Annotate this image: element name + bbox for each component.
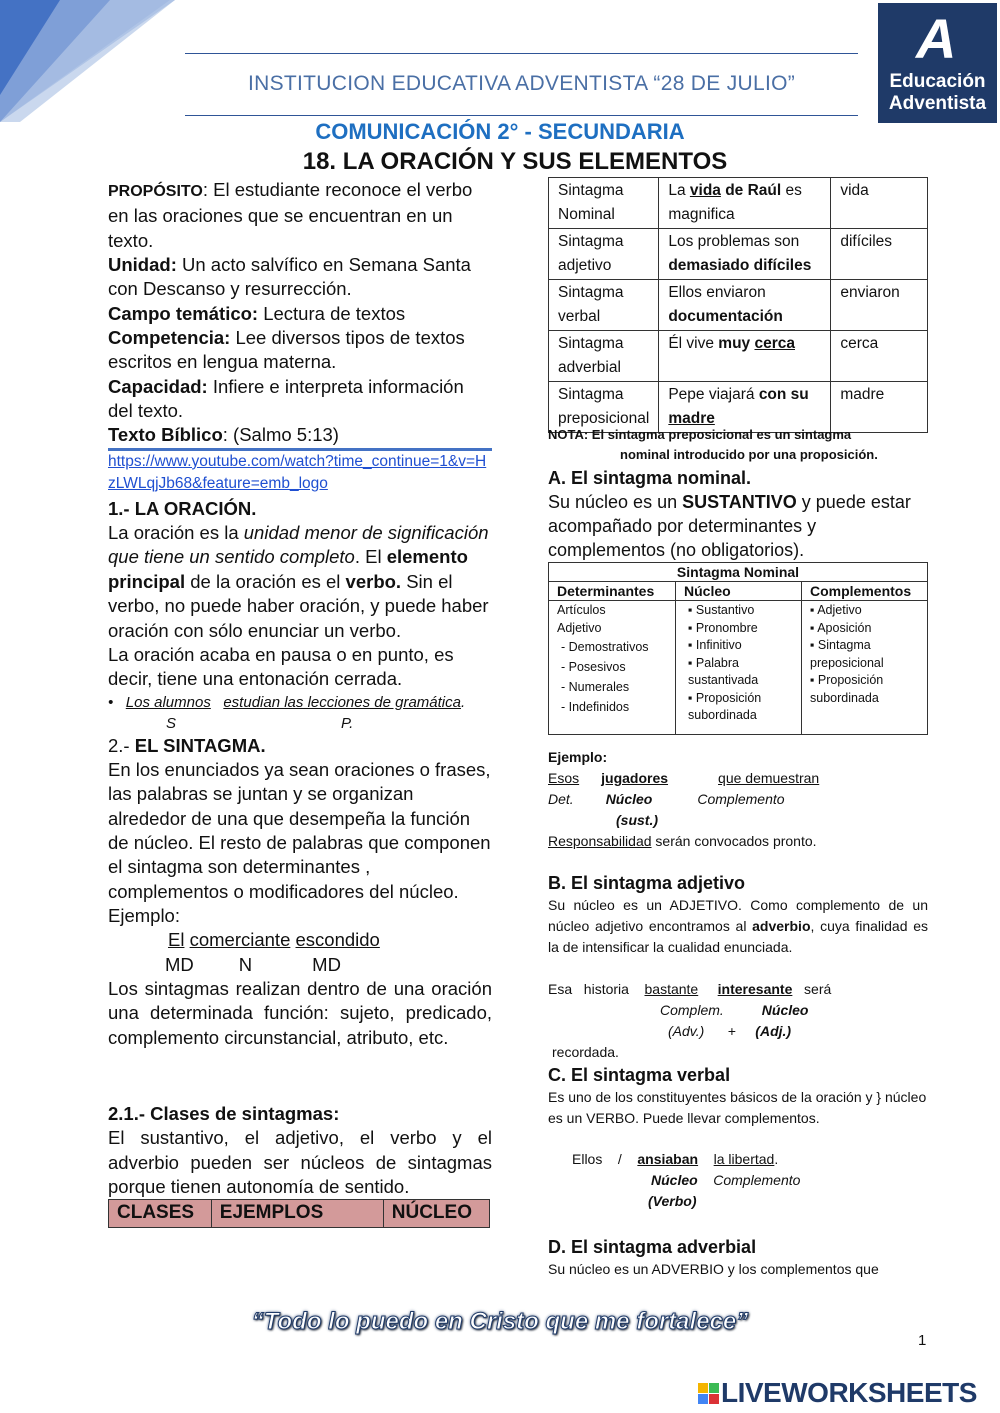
page-number: 1: [918, 1332, 927, 1349]
subject-heading: COMUNICACIÓN 2° - SECUNDARIA: [315, 119, 685, 144]
section-d: D. El sintagma adverbial Su núcleo es un ADVERBIO y los complementos que: [548, 1237, 879, 1277]
left-column: PROPÓSITO: El estudiante reconoce el verbo en las oraciones que se encuentran en un texto. Unidad: Un acto salvífico en Semana Santa con Descanso y resurrección. Campo temático: Lectura de textos Competencia: Lee diversos tipos de textos escritos en lengua materna. Capacidad: Infiere e interpreta información del texto. Texto Bíblico: (Salmo 5:13) https://www.youtube.com/watch?time_continue=1&v=HzLWLqjJb68&feature=emb_logo 1.- LA ORACIÓN. La oración es la unidad menor de significación que tiene un sentido completo. El elemento principal de la oración es el verbo. Sin el verbo, no puede haber oración, y puede haber oración con sólo enunciar un verbo. La oración acaba en pausa o en punto, es decir, tiene una entonación cerrada. • Los alumnos estudian las lecciones de gramática. S P. 2.- EL SINTAGMA. En los enunciados ya sean oraciones o frases, las palabras se juntan y se organizan alrededor de una que desempeña la función de núcleo. El resto de palabras que componen el sintagma son determinantes , complementos o modificadores del núcleo. Ejemplo: El comerciante escondido MD N MD Los sintagmas realizan dentro de una oración una determinada función: sujeto, predicado, complemento circunstancial, atributo, etc. 2.1.- Clases de sintagmas: El sustantivo, el adjetivo, el verbo y el adverbio pueden ser núcleos de sintagmas porque tienen autonomía de sentido. CLASES EJEMPLOS NÚCLEO: [108, 178, 492, 1228]
example-a: Ejemplo: Esos jugadores que demuestran Det. Núcleo Complemento (sust.) Responsabilidad serán convocados pronto.: [548, 749, 820, 849]
liveworksheets-brand: LIVEWORKSHEETS: [698, 1377, 977, 1409]
classes-table: [548, 177, 928, 433]
divider: [185, 115, 858, 116]
institution-name: INSTITUCION EDUCATIVA ADVENTISTA “28 DE JULIO”: [247, 72, 796, 95]
table-row: Sintagma verbal Ellos enviaron documentación enviaron: [549, 280, 928, 331]
note: NOTA: El sintagma preposicional es un sintagma nominal introducido por una proposición.: [548, 427, 878, 462]
logo-a-icon: A: [916, 7, 957, 70]
classes-table-header: CLASES EJEMPLOS NÚCLEO: [108, 1199, 490, 1227]
page-title: 18. LA ORACIÓN Y SUS ELEMENTOS: [302, 148, 728, 175]
section-c: C. El sintagma verbal Es uno de los constituyentes básicos de la oración y } núcleo es un VERBO. Puede llevar complementos. Ellos / ansiaban la libertad. Núcleo Complemento (Verbo): [548, 1065, 927, 1209]
corner-decoration: [0, 0, 175, 122]
section-b: B. El sintagma adjetivo Su núcleo es un ADJETIVO. Como complemento de un núcleo adjetivo encontramos al adverbio, cuya finalidad es la de intensificar la cualidad enunciada. Esa historia bastante interesante será Complem. Núcleo (Adv.) + (Adj.) recordada.: [548, 873, 928, 1060]
nominal-phrase-table: Sintagma Nominal Determinantes Núcleo Complementos Artículos Adjetivo - Demostrativos - Posesivos - Numerales - Indefinidos ▪ Sustantivo ▪ Pronombre ▪ Infinitivo ▪ Palabra sustantivada ▪ Proposición subordinada ▪ Adjetivo ▪ Aposición ▪ Sintagma preposicional ▪ Proposición subordinada: [548, 562, 928, 735]
motto-banner: “Todo lo puedo en Cristo que me fortalece”: [251, 1308, 749, 1335]
section-a: A. El sintagma nominal. Su núcleo es un SUSTANTIVO y puede estar acompañado por determinantes y complementos (no obligatorios).: [548, 468, 911, 560]
table-row: Sintagma adjetivo Los problemas son demasiado difíciles difíciles: [549, 229, 928, 280]
liveworksheets-logo-icon: [698, 1383, 719, 1404]
table-row: Sintagma adverbial Él vive muy cerca cerca: [549, 331, 928, 382]
table-row: Sintagma Nominal La vida de Raúl es magnifica vida: [549, 178, 928, 229]
education-logo: A Educación Adventista: [878, 3, 997, 123]
table-row: Sintagma preposicional Pepe viajará con su madre madre: [549, 382, 928, 433]
divider: [185, 53, 858, 54]
youtube-link[interactable]: https://www.youtube.com/watch?time_continue=1&v=HzLWLqjJb68&feature=emb_logo: [108, 452, 487, 492]
